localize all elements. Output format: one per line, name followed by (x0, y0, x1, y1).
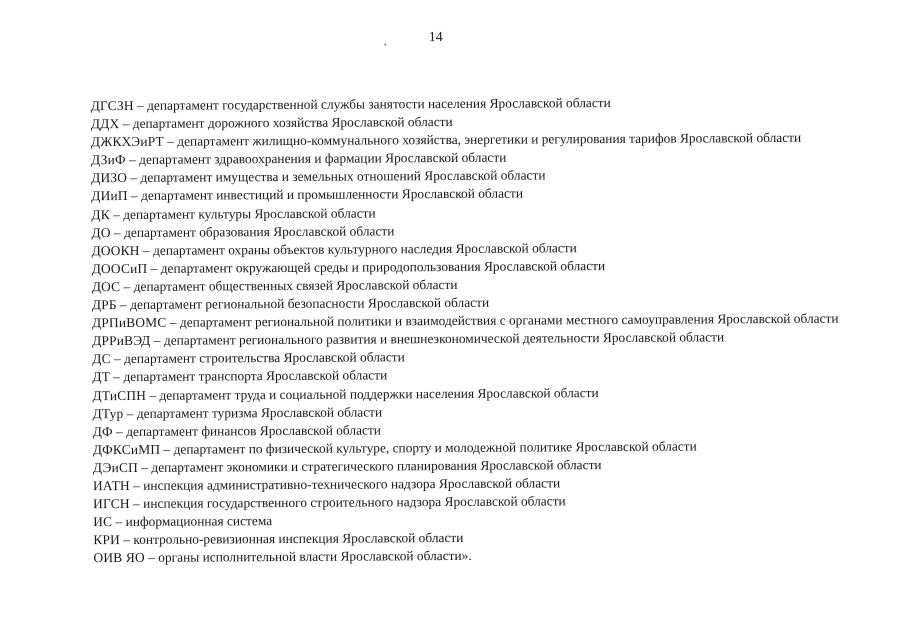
definition: – департамент труда и социальной поддержки населения Ярославской области (146, 384, 599, 403)
abbreviation: ДК (91, 206, 110, 222)
definition: – органы исполнительной власти Ярославской области». (144, 548, 472, 566)
abbreviation: ДРРиВЭД (92, 333, 151, 349)
definition: – департамент имущества и земельных отношений Ярославской области (127, 167, 546, 186)
definition: – департамент дорожного хозяйства Ярославской области (119, 114, 453, 132)
scan-speck (384, 43, 386, 45)
abbreviation: ДРПиВОМС (91, 314, 167, 331)
abbreviation: ОИВ ЯО (93, 550, 145, 566)
abbreviation: ДФ (92, 423, 113, 439)
definition: – департамент жилищно-коммунального хозяйства, энергетики и регулирования тарифов Ярославской области (163, 130, 802, 149)
abbreviation: ДО (91, 224, 111, 240)
abbreviation: ДЖКХЭиРТ (90, 133, 164, 150)
abbreviation: ИАТН (92, 477, 130, 494)
abbreviation: ИС (93, 514, 113, 530)
definition: – инспекция государственного строительного надзора Ярославской области (129, 493, 566, 512)
abbreviation: ДИиП (91, 188, 128, 204)
definition: – департамент туризма Ярославской области (123, 404, 383, 421)
definition: – департамент региональной политики и взаимодействия с органами местного самоуправления Ярославской области (166, 310, 839, 330)
definition: – департамент строительства Ярославской области (110, 349, 405, 367)
abbreviation: ДТур (92, 405, 124, 421)
page-number: 14 (428, 30, 443, 46)
abbreviation: ДГСЗН (90, 97, 134, 114)
abbreviation: ДИЗО (91, 170, 128, 186)
definition: – информационная система (112, 513, 273, 530)
abbreviation: ДООСиП (91, 260, 148, 277)
abbreviation: ДЗиФ (90, 152, 126, 168)
list-item (53, 545, 843, 568)
abbreviation: ДС (92, 351, 111, 367)
definition: – контрольно-ревизионная инспекция Ярославской области (119, 530, 464, 548)
definition: – департамент инвестиций и промышленности Ярославской области (127, 186, 524, 204)
definition: – департамент образования Ярославской области (110, 222, 395, 240)
abbreviation: ДООКН (91, 242, 140, 258)
abbreviation: КРИ (93, 532, 121, 548)
definition: – инспекция административно-технического надзора Ярославской области (129, 475, 561, 493)
definition: – департамент финансов Ярославской области (112, 422, 381, 439)
abbreviation: ДФКСиМП (92, 441, 161, 457)
definition: – департамент охраны объектов культурного наследия Ярославской области (139, 239, 577, 258)
definition: – департамент окружающей среды и природопользования Ярославской области (147, 257, 606, 276)
abbreviation: ИГСН (93, 496, 130, 512)
definition: – департамент региональной безопасности Ярославской области (116, 294, 490, 313)
definition: – департамент экономики и стратегического планирования Ярославской области (137, 456, 602, 475)
definition: – департамент здравоохранения и фармации Ярославской области (125, 149, 507, 168)
abbreviation: ДТиСПН (92, 387, 147, 403)
abbreviation: ДОС (91, 278, 121, 295)
abbreviation: ДЭиСП (92, 459, 139, 476)
abbreviation: ДДХ (90, 116, 120, 132)
definition: – департамент по физической культуре, спорту и молодежной политике Ярославской области (160, 438, 697, 457)
definition: – департамент общественных связей Ярославской области (120, 276, 458, 294)
abbreviation: ДТ (92, 369, 111, 385)
definition: – департамент регионального развития и внешнеэкономической деятельности Ярославской области (150, 329, 725, 349)
abbreviation: ДРБ (91, 297, 117, 313)
abbreviation-list (51, 93, 844, 568)
definition: – департамент транспорта Ярославской области (110, 367, 388, 385)
definition: – департамент государственной службы занятости населения Ярославской области (133, 95, 611, 113)
definition: – департамент культуры Ярославской области (109, 205, 376, 222)
